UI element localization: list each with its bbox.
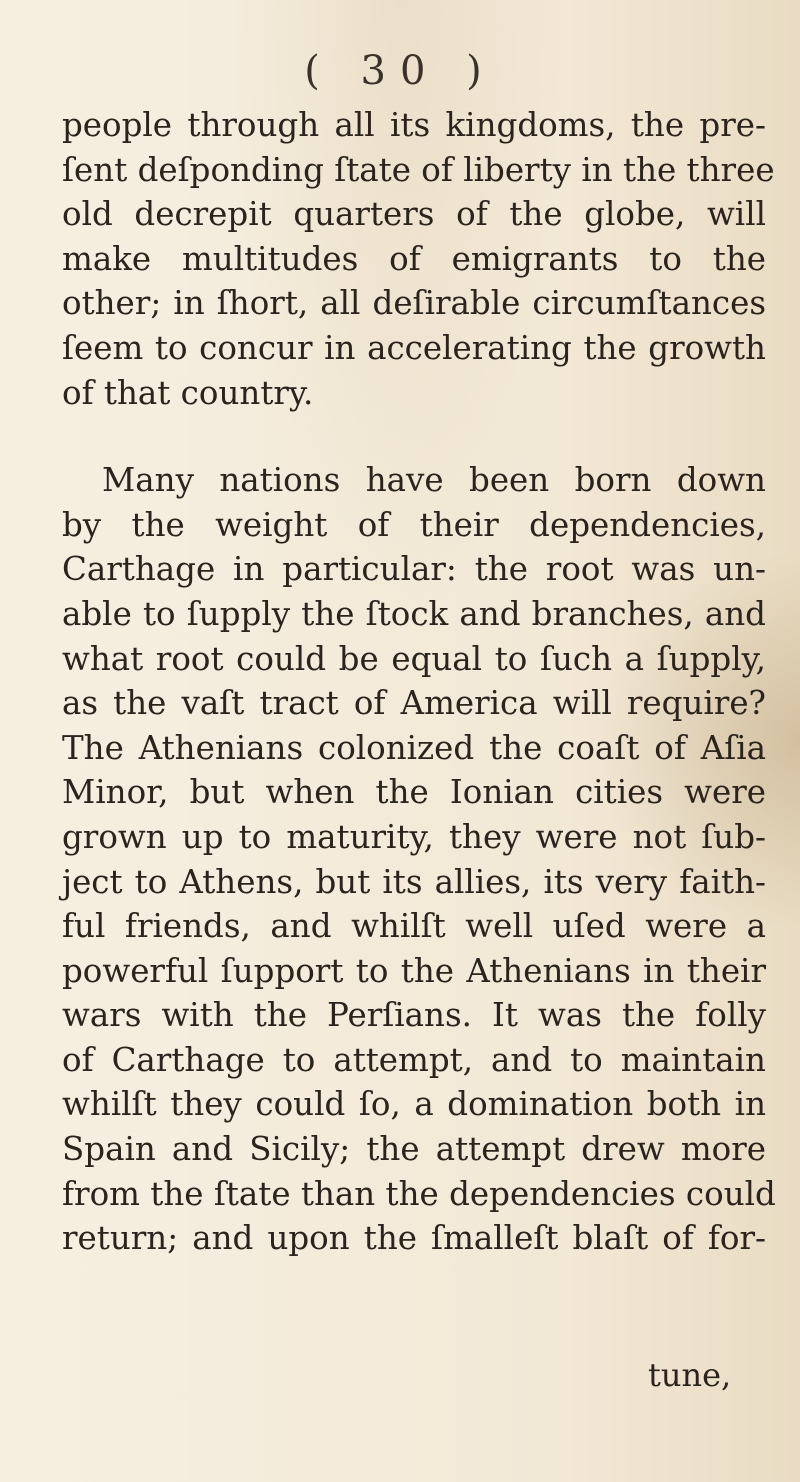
text-line: of that country. [62, 373, 314, 412]
text-line: Many nations have been born down [102, 461, 766, 500]
text-line: Carthage in particular: the root was un- [62, 550, 766, 589]
text-line: ſeem to concur in accelerating the growth [62, 328, 766, 367]
text-line: of Carthage to attempt, and to maintain [62, 1040, 766, 1079]
paragraph-1 [62, 103, 775, 415]
text-line: Spain and Sicily; the attempt drew more [62, 1130, 766, 1169]
text-line: by the weight of their dependencies, [62, 505, 766, 544]
text-line: what root could be equal to ſuch a ſupply, [62, 639, 766, 678]
text-line: grown up to maturity, they were not ſub- [62, 817, 766, 856]
text-line: as the vaſt tract of America will require? [62, 684, 766, 723]
text-line: Minor, but when the Ionian cities were [62, 773, 766, 812]
text-line: ject to Athens, but its allies, its very faith- [62, 862, 766, 901]
catchword: tune, [648, 1356, 732, 1394]
text-line: other; in ſhort, all deſirable circumſtances [62, 284, 766, 323]
paragraph-2 [62, 458, 776, 1261]
paragraph-gap [62, 415, 766, 458]
text-line: able to ſupply the ſtock and branches, and [62, 594, 766, 633]
text-line: people through all its kingdoms, the pre- [62, 106, 766, 144]
text-line: from the ſtate than the dependencies could [62, 1174, 776, 1213]
text-line: return; and upon the ſmalleſt blaſt of for- [62, 1219, 766, 1258]
text-line: powerful ſupport to the Athenians in their [62, 951, 766, 990]
text-line: old decrepit quarters of the globe, will [62, 195, 766, 234]
text-line: ſent deſponding ſtate of liberty in the three [62, 150, 775, 189]
text-line: whilſt they could ſo, a domination both in [62, 1085, 766, 1124]
body-text [62, 103, 776, 1261]
page-number: ( 30 ) [304, 48, 496, 94]
text-line: wars with the Perſians. It was the folly [62, 996, 766, 1035]
text-line: make multitudes of emigrants to the [62, 239, 766, 278]
text-line: ful friends, and whilſt well uſed were a [62, 907, 766, 946]
text-line: The Athenians colonized the coaſt of Aſia [62, 728, 766, 767]
